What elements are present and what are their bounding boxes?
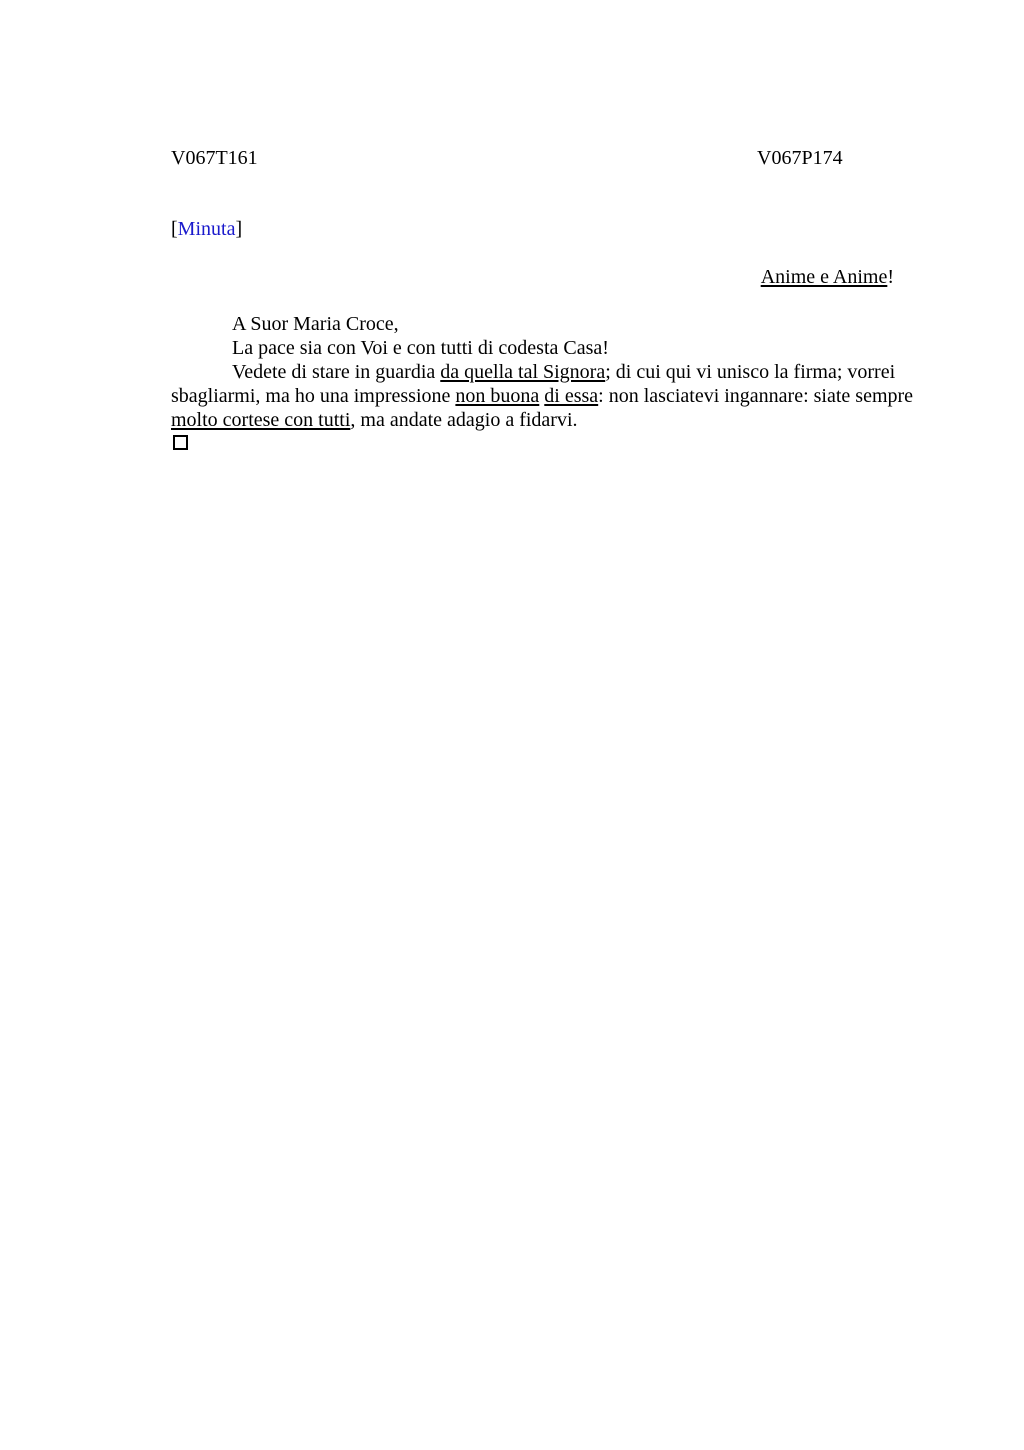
motto-suffix: ! [887,266,894,288]
minuta-close-bracket: ] [235,218,243,240]
document-code-right: V067P174 [757,147,843,169]
end-marker-box-icon [173,435,188,450]
letter-greeting: La pace sia con Voi e con tutti di codesta Casa! [232,337,609,359]
underlined-phrase: da quella tal Signora [440,361,606,383]
paragraph-text: ; di cui qui vi unisco la firma; vorrei sbagliarmi, ma ho una impressione [171,361,896,407]
motto-text: Anime e Anime [760,266,888,288]
minuta-link[interactable]: Minuta [177,218,236,240]
minuta-label [171,217,242,241]
paragraph-text: , ma andate adagio a fidarvi. [350,409,578,431]
paragraph-text: Vedete di stare in guardia [232,361,441,383]
document-code-left: V067T161 [171,147,258,169]
minuta-open-bracket: [ [171,218,178,240]
letter-salutation: A Suor Maria Croce, [232,313,399,335]
underlined-phrase: di essa [544,385,599,407]
underlined-phrase: non buona [455,385,540,407]
letter-body [171,312,923,432]
underlined-phrase: molto cortese con tutti [171,409,351,431]
paragraph-text: : non lasciatevi ingannare: siate sempre [598,385,914,407]
motto [761,265,894,289]
letter-paragraph [171,360,923,432]
